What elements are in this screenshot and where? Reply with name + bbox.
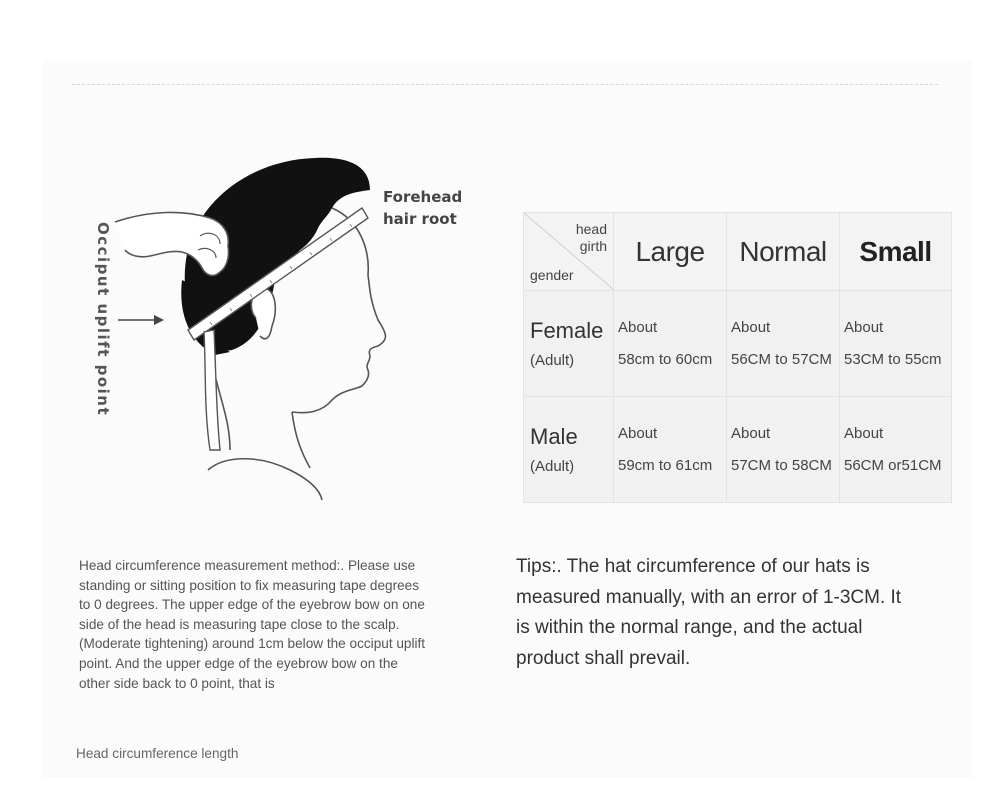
occiput-uplift-label: Occiput uplift point: [94, 222, 112, 417]
table-cell: [614, 291, 727, 397]
table-cell: [840, 291, 952, 397]
row-group: (Adult): [530, 352, 575, 369]
neck-shoulder: [208, 355, 322, 500]
tips-text: Tips:. The hat circumference of our hats is measured manually, with an error of 1-3CM. It is within the normal range, and the actual product shall prevail.: [516, 556, 902, 669]
row-label-male: [524, 397, 614, 503]
column-header-normal: Normal: [727, 213, 840, 291]
cell-about: About: [844, 318, 884, 336]
table-cell: [614, 397, 727, 503]
cell-range: 53CM to 55cm: [844, 350, 942, 368]
neck-front: [292, 412, 310, 468]
cell-about: About: [618, 424, 658, 442]
table-cell: [727, 291, 840, 397]
corner-gender-label: gender: [530, 267, 574, 283]
column-header-large: Large: [614, 213, 727, 291]
cell-range: 56CM to 57CM: [731, 350, 832, 368]
cell-range: 58cm to 60cm: [618, 350, 713, 368]
cell-about: About: [844, 424, 884, 442]
table-row: [524, 397, 952, 503]
row-label-female: [524, 291, 614, 397]
measurement-method-text: Head circumference measurement method:. Please use standing or sitting position to fix measuring tape degrees to 0 degrees. The upper edge of the eyebrow bow on one side of the head is measuring tape close to the scalp. (Moderate tightening) around 1cm below the occiput uplift point. And the upper edge of the eyebrow bow on the other side back to 0 point, that is: [79, 558, 426, 691]
row-gender: Female: [530, 318, 604, 343]
size-table: [523, 212, 952, 503]
cell-range: 56CM or51CM: [844, 456, 942, 474]
measurement-method-last-line: Head circumference length: [76, 746, 239, 761]
corner-top-line2: girth: [579, 238, 607, 254]
table-cell: [727, 397, 840, 503]
table-cell: [840, 397, 952, 503]
column-header-small: Small: [840, 213, 952, 291]
row-group: (Adult): [530, 458, 575, 475]
table-row: [524, 291, 952, 397]
forehead-hair-root-label: [383, 186, 473, 230]
table-header-row: [524, 213, 952, 291]
corner-top-line1: head: [575, 221, 607, 237]
arrow-right-icon: [118, 315, 164, 325]
cell-about: About: [618, 318, 658, 336]
table-corner-cell: [524, 213, 614, 291]
forehead-label-line2: hair root: [383, 210, 457, 228]
cell-about: About: [731, 424, 771, 442]
cell-range: 57CM to 58CM: [731, 456, 832, 474]
cell-range: 59cm to 61cm: [618, 456, 713, 474]
cell-about: About: [731, 318, 771, 336]
hand-icon: [115, 212, 229, 275]
top-divider: [72, 84, 938, 85]
corner-head-girth-label: [576, 221, 607, 255]
forehead-label-line1: Forehead: [383, 188, 463, 206]
row-gender: Male: [530, 424, 578, 449]
